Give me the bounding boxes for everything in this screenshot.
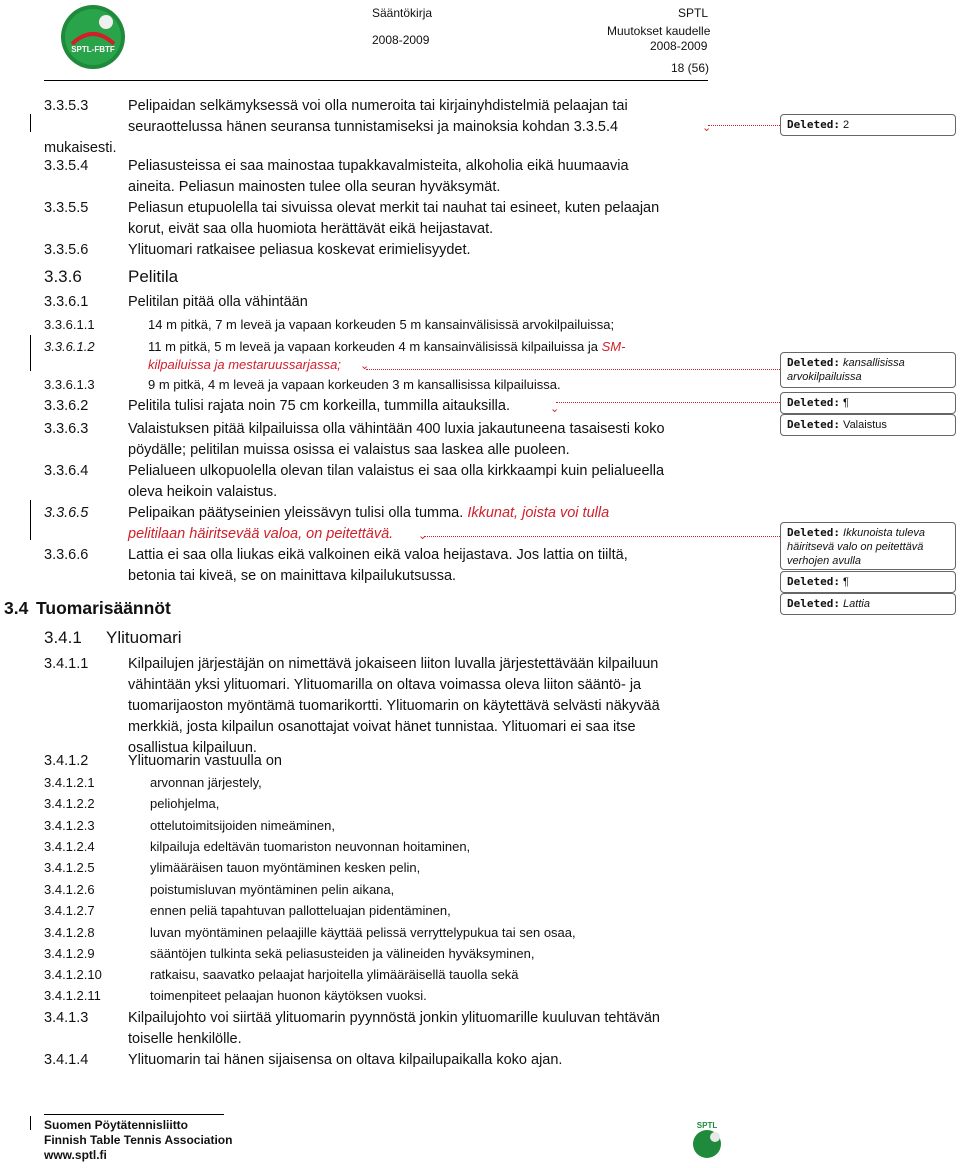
clause-number: 3.3.5.5 [44,200,89,216]
clause-text: Valaistuksen pitää kilpailuissa olla vähintään 400 luxia jakautuneena tasaisesti koko pöydälle; pelitilan muissa osissa ei valaistus saa laskea alle puoleen. [128,421,665,458]
footer-org-en: Finnish Table Tennis Association [44,1133,233,1147]
svg-text:SPTL-FBTF: SPTL-FBTF [71,45,115,54]
sptl-logo [60,4,126,70]
section-number: 3.3.6 [44,267,82,286]
footer-rule [44,1114,224,1115]
clause-text: Ylituomarin vastuulla on [128,753,282,769]
clause-text: Pelialueen ulkopuolella olevan tilan valaistus ei saa olla kirkkaampi kuin pelialueella oleva heikoin valaistus. [128,463,665,500]
header-rule [44,80,708,81]
clause-text: Ylituomari ratkaisee peliasua koskevat erimielisyydet. [128,242,471,258]
balloon-connector [424,536,780,537]
change-bar [30,500,31,540]
clause-number: 3.4.1.3 [44,1010,89,1026]
duty-text: toimenpiteet pelaajan huonon käytöksen vuoksi. [150,988,427,1003]
clause-text: 11 m pitkä, 5 m leveä ja vapaan korkeuden 4 m kansainvälisissä kilpailuissa ja SM- [148,339,626,354]
clause-number: 3.4.1.4 [44,1052,89,1068]
duty-text: ottelutoimitsijoiden nimeäminen, [150,818,335,833]
balloon-connector [556,402,780,403]
clause-text: Pelitilan pitää olla vähintään [128,294,308,310]
duty-number: 3.4.1.2.2 [44,796,95,811]
duty-text: poistumisluvan myöntäminen pelin aikana, [150,882,395,897]
chapter-number: 3.4 [4,598,29,618]
deleted-balloon[interactable]: Deleted: ¶ [780,571,956,593]
duty-text: arvonnan järjestely, [150,775,262,790]
clause-number: 3.3.6.2 [44,398,89,414]
deleted-balloon[interactable]: Deleted: 2 [780,114,956,136]
clause-text: 14 m pitkä, 7 m leveä ja vapaan korkeuden 5 m kansainvälisissä arvokilpailuissa; [148,317,615,332]
clause-number: 3.3.6.1.3 [44,377,95,392]
insertion-caret: ⌄ [418,530,428,542]
duty-number: 3.4.1.2.1 [44,775,95,790]
chapter-title: Tuomarisäännöt [36,598,171,618]
clause-text-cont: kilpailuissa ja mestaruussarjassa; [148,357,341,372]
duty-number: 3.4.1.2.6 [44,882,95,897]
clause-text: Ylituomarin tai hänen sijaisensa on oltava kilpailupaikalla koko ajan. [128,1052,563,1068]
section-title: Pelitila [128,267,179,286]
clause-number: 3.4.1.1 [44,656,89,672]
duty-number: 3.4.1.2.7 [44,903,95,918]
clause-text: Peliasun etupuolella tai sivuissa olevat merkit tai nauhat tai esineet, kuten pelaajan korut, eivät saa olla huomiota herättävät eikä heijastavat. [128,200,660,237]
header-year: 2008-2009 [372,33,430,47]
footer-logo [686,1120,728,1162]
change-bar [30,1116,31,1130]
section-title: Ylituomari [106,628,182,647]
deleted-balloon[interactable]: Deleted: ¶ [780,392,956,414]
page-number: 18 (56) [671,61,710,75]
change-bar [30,114,31,132]
clause-number: 3.4.1.2 [44,753,89,769]
clause-number: 3.3.6.4 [44,463,89,479]
clause-text: Pelipaidan selkämyksessä voi olla numeroita tai kirjainyhdistelmiä pelaajan tai seurаottelussa hänen seuransa tunnistamiseksi ja mainoksia kohdan 3.3.5.4 [128,98,628,135]
clause-number: 3.3.5.3 [44,98,89,114]
insertion-caret: ⌄ [550,403,560,415]
duty-number: 3.4.1.2.11 [44,988,101,1003]
clause-number: 3.3.6.1 [44,294,89,310]
header-subtitle: Muutokset kaudelle [607,24,711,38]
duty-number: 3.4.1.2.3 [44,818,95,833]
duty-text: luvan myöntäminen pelaajille käyttää pelissä verryttelypukua tai sen osaa, [150,925,576,940]
clause-text: Kilpailujohto voi siirtää ylituomarin pyynnöstä jonkin ylituomarille kuuluvan tehtävän toiselle henkilölle. [128,1010,660,1047]
clause-text-cont: mukaisesti. [44,140,117,156]
balloon-connector [708,125,780,126]
footer-url[interactable]: www.sptl.fi [44,1148,107,1162]
clause-number: 3.3.6.1.1 [44,317,95,332]
footer [44,1118,232,1163]
deleted-balloon[interactable]: Deleted: kansallisissa arvokilpailuissa [780,352,956,388]
duty-text: peliohjelma, [150,796,220,811]
duty-number: 3.4.1.2.10 [44,967,102,982]
change-bar [30,335,31,371]
header-year-right: 2008-2009 [650,39,708,53]
clause-text: 9 m pitkä, 4 m leveä ja vapaan korkeuden 3 m kansallisissa kilpailuissa. [148,377,561,392]
clause-text: Pelitila tulisi rajata noin 75 cm korkeilla, tummilla aitauksilla. [128,398,510,414]
clause-text: Pelipaikan päätyseinien yleissävyn tulisi olla tumma. Ikkunat, joista voi tulla pelitilaan häiritsevää valoa, on peitettävä. [128,505,610,542]
clause-text: Kilpailujen järjestäjän on nimettävä jokaiseen liiton luvalla järjestettävään kilpailuun vähintään yksi ylituomari. Ylituomarilla on oltava voimassa oleva liiton sääntö- ja tuomarijaoston myöntämä tuomarikortti. Ylituomarin on käytettävä selvästi näkyvää merkkiä, josta kilpailun osanottajat voivat hänet tunnistaa. Ylituomari ei saa itse osallistua kilpailuun. [128,656,660,756]
duty-text: ennen peliä tapahtuvan pallotteluajan pidentäminen, [150,903,451,918]
svg-text:SPTL: SPTL [696,1121,718,1130]
insertion-caret: ⌄ [702,122,712,134]
deleted-balloon[interactable]: Deleted: Valaistus [780,414,956,436]
section-number: 3.4.1 [44,628,82,647]
clause-text: Lattia ei saa olla liukas eikä valkoinen eikä valoa heijastava. Jos lattia on tiiltä, betonia tai kiveä, se on mainittava kilpailukutsussa. [128,547,628,584]
duty-number: 3.4.1.2.9 [44,946,95,961]
duty-text: kilpailuja edeltävän tuomariston neuvonnan hoitaminen, [150,839,471,854]
clause-number: 3.3.6.5 [44,505,89,521]
duty-text: sääntöjen tulkinta sekä peliasusteiden ja välineiden hyväksyminen, [150,946,535,961]
duty-text: ylimääräisen tauon myöntäminen kesken pelin, [150,860,421,875]
clause-number: 3.3.6.1.2 [44,339,95,354]
footer-org-fi: Suomen Pöytätennisliitto [44,1118,189,1132]
duty-text: ratkaisu, saavatko pelaajat harjoitella ylimääräisellä tauolla sekä [150,967,519,982]
header-org: SPTL [678,6,709,20]
clause-number: 3.3.6.3 [44,421,89,437]
deleted-balloon[interactable]: Deleted: Ikkunoista tuleva häiritsevä valo on peitettävä verhojen avulla [780,522,956,570]
clause-number: 3.3.5.6 [44,242,89,258]
duty-number: 3.4.1.2.4 [44,839,95,854]
duty-number: 3.4.1.2.8 [44,925,95,940]
clause-number: 3.3.6.6 [44,547,89,563]
deleted-balloon[interactable]: Deleted: Lattia [780,593,956,615]
duty-number: 3.4.1.2.5 [44,860,95,875]
clause-number: 3.3.5.4 [44,158,89,174]
clause-text: Peliasusteissa ei saa mainostaa tupakkavalmisteita, alkoholia eikä huumaavia aineita. Peliasun mainosten tulee olla seuran hyväksymät. [128,158,629,195]
header-title: Sääntökirja [372,6,433,20]
insertion-caret: ⌄ [360,360,370,372]
balloon-connector [366,369,780,370]
